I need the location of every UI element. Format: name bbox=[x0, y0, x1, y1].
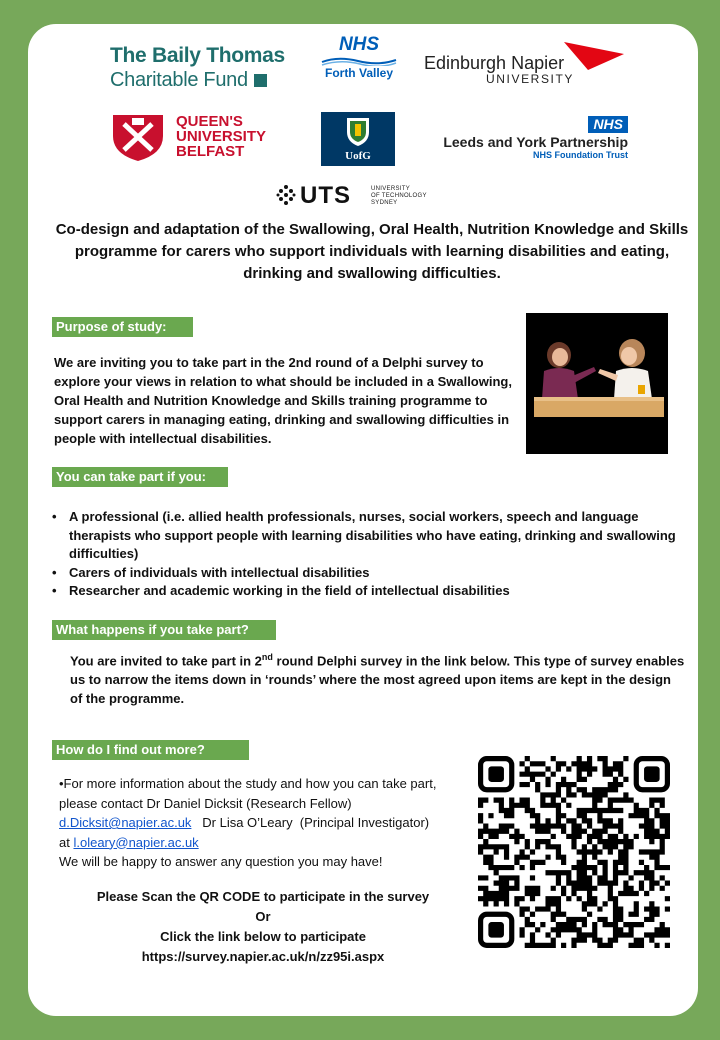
contact-block bbox=[59, 774, 469, 872]
glasgow-crest-icon bbox=[321, 114, 395, 150]
eligibility-item: • A professional (i.e. allied health professionals, nurses, social workers, speech and language therapists who support people with learning disabilities who have eating, drinking and swallowing difficulties) bbox=[52, 508, 688, 564]
napier-line2: UNIVERSITY bbox=[486, 72, 575, 86]
nhs-sub: Forth Valley bbox=[324, 66, 394, 80]
baily-thomas-logo bbox=[110, 44, 300, 94]
napier-line1: Edinburgh Napier bbox=[424, 53, 565, 73]
baily-square-icon bbox=[254, 74, 267, 87]
qr-finder-pattern bbox=[481, 759, 512, 790]
eligibility-list bbox=[52, 508, 688, 601]
qr-modules bbox=[478, 756, 670, 948]
napier-arrow-icon bbox=[564, 42, 624, 72]
uts-logo bbox=[276, 182, 446, 210]
uts-grid-icon bbox=[276, 184, 296, 208]
contact-line1: •For more information about the study and how you can take part, please contact Dr Daniel Dicksit (Research Fellow) bbox=[59, 776, 437, 811]
contact-at: at bbox=[59, 834, 74, 850]
eligibility-label: You can take part if you: bbox=[52, 467, 228, 487]
nhs-wave-icon bbox=[318, 56, 400, 66]
two-people-at-table-image bbox=[526, 313, 668, 454]
what-happens-label: What happens if you take part? bbox=[52, 620, 276, 640]
cta-line1: Please Scan the QR CODE to participate in the survey bbox=[96, 889, 430, 904]
glasgow-logo bbox=[321, 112, 395, 166]
survey-url[interactable]: https://survey.napier.ac.uk/n/zz95i.aspx bbox=[141, 949, 385, 964]
qr-finder-pattern bbox=[481, 914, 512, 945]
qub-line3: BELFAST bbox=[176, 143, 245, 160]
nhs-forth-valley-logo bbox=[318, 34, 400, 86]
cta-line2: Or bbox=[255, 909, 271, 924]
glasgow-text: UofG bbox=[345, 150, 371, 162]
eligibility-item: • Researcher and academic working in the field of intellectual disabilities bbox=[52, 582, 688, 601]
leeds-york-logo bbox=[412, 116, 632, 160]
baily-line2: Charitable Fund bbox=[110, 69, 248, 91]
qub-line2: UNIVERSITY bbox=[176, 128, 267, 145]
qr-code-image[interactable] bbox=[478, 756, 670, 948]
purpose-label: Purpose of study: bbox=[52, 317, 193, 337]
uts-text: UTS bbox=[300, 182, 351, 209]
qub-shield-icon bbox=[110, 112, 166, 162]
uts-sub3: SYDNEY bbox=[371, 200, 398, 206]
qub-logo bbox=[110, 112, 300, 164]
cta-line3: Click the link below to participate bbox=[160, 929, 366, 944]
contact-line2: Dr Lisa O’Leary (Principal Investigator) bbox=[191, 815, 430, 830]
flyer-title: Co-design and adaptation of the Swallowing, Oral Health, Nutrition Knowledge and Skills programme for carers who support individuals with learning disabilities and eating, drinking and swallowing difficulties. bbox=[55, 221, 689, 282]
napier-logo bbox=[424, 42, 634, 90]
email-link-dicksit[interactable]: d.Dicksit@napier.ac.uk bbox=[59, 815, 192, 830]
leeds-line1: Leeds and York Partnership bbox=[443, 134, 628, 150]
flyer-card bbox=[28, 24, 698, 1016]
qub-line1: QUEEN'S bbox=[176, 113, 243, 130]
cta-block bbox=[52, 887, 474, 967]
nhs-badge: NHS bbox=[338, 34, 380, 55]
leeds-nhs-badge: NHS bbox=[588, 116, 628, 133]
find-out-label: How do I find out more? bbox=[52, 740, 249, 760]
leeds-line2: NHS Foundation Trust bbox=[533, 150, 628, 160]
email-link-oleary[interactable]: l.oleary@napier.ac.uk bbox=[73, 834, 199, 850]
uts-sub2: OF TECHNOLOGY bbox=[371, 193, 427, 199]
qr-code[interactable] bbox=[478, 756, 670, 948]
contact-line3: We will be happy to answer any question you may have! bbox=[59, 854, 383, 869]
what-happens-superscript: nd bbox=[261, 652, 273, 662]
what-happens-text-after: round Delphi survey in the link below. This type of survey enables us to narrow the items down in ‘rounds’ where the most agreed upon items are kept in the design of the programme. bbox=[70, 653, 685, 707]
what-happens-text bbox=[70, 648, 686, 708]
uts-sub1: UNIVERSITY bbox=[371, 186, 411, 192]
eligibility-item: • Carers of individuals with intellectual disabilities bbox=[52, 564, 688, 583]
what-happens-text-before: You are invited to take part in 2 bbox=[70, 653, 262, 669]
study-photo bbox=[526, 313, 668, 454]
baily-line1: The Baily Thomas bbox=[110, 44, 285, 67]
qr-finder-pattern bbox=[636, 759, 667, 790]
purpose-text: We are inviting you to take part in the 2nd round of a Delphi survey to explore your views in relation to what should be included in a Swallowing, Oral Health and Nutrition Knowledge and Skills training programme to support carers in managing eating, drinking and swallowing difficulties in people with intellectual disabilities. bbox=[54, 355, 512, 446]
